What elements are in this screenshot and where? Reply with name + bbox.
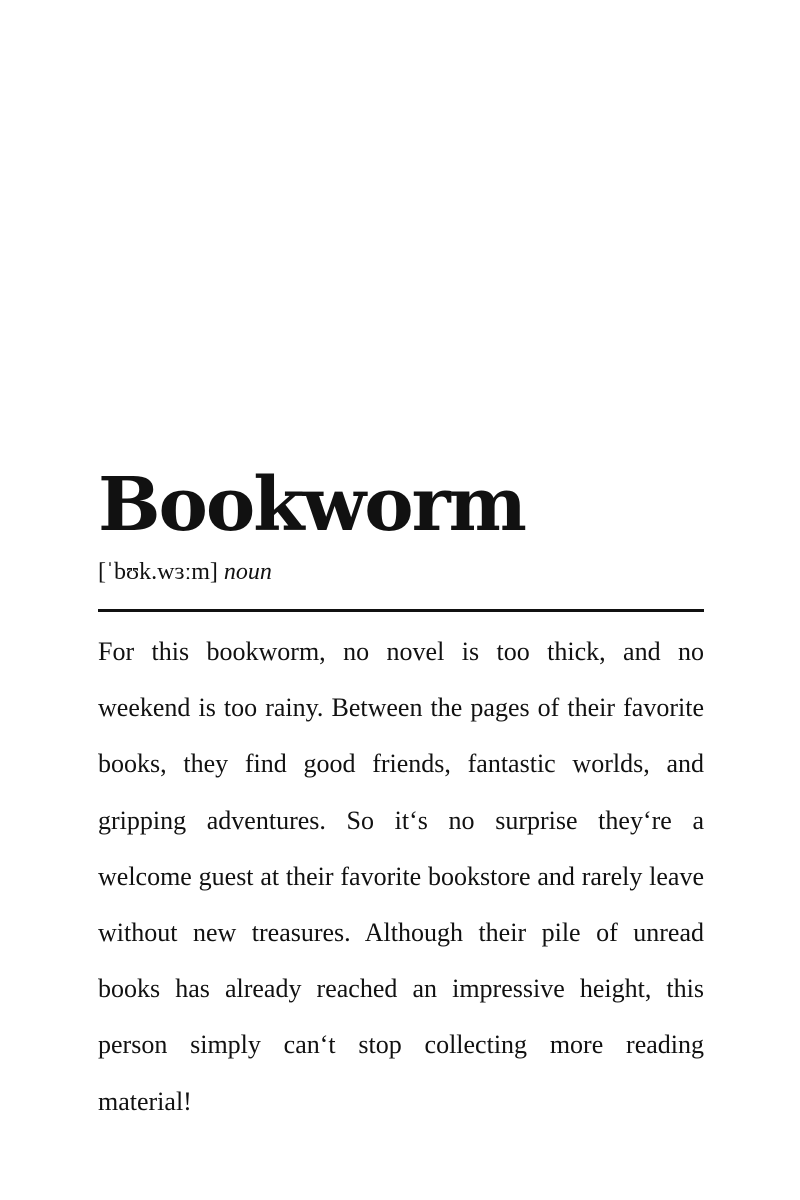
divider-rule	[98, 609, 704, 612]
pronunciation-text: [ˈbʊk.wɜːm]	[98, 559, 218, 585]
definition-text: For this bookworm, no novel is too thick, and no weekend is too rainy. Between the pages of their favorite books, they find good friends, fantastic worlds, and gripping adventures. So it‘s no surprise they‘re a welcome guest at their favorite bookstore and rarely leave without new treasures. Although their pile of unread books has already reached an impressive height, this person simply can‘t stop collecting more reading material!	[98, 637, 704, 1116]
headword-title: Bookworm	[98, 462, 525, 548]
part-of-speech: noun	[223, 559, 272, 585]
pronunciation-line	[98, 557, 704, 587]
dictionary-entry	[98, 455, 704, 1156]
